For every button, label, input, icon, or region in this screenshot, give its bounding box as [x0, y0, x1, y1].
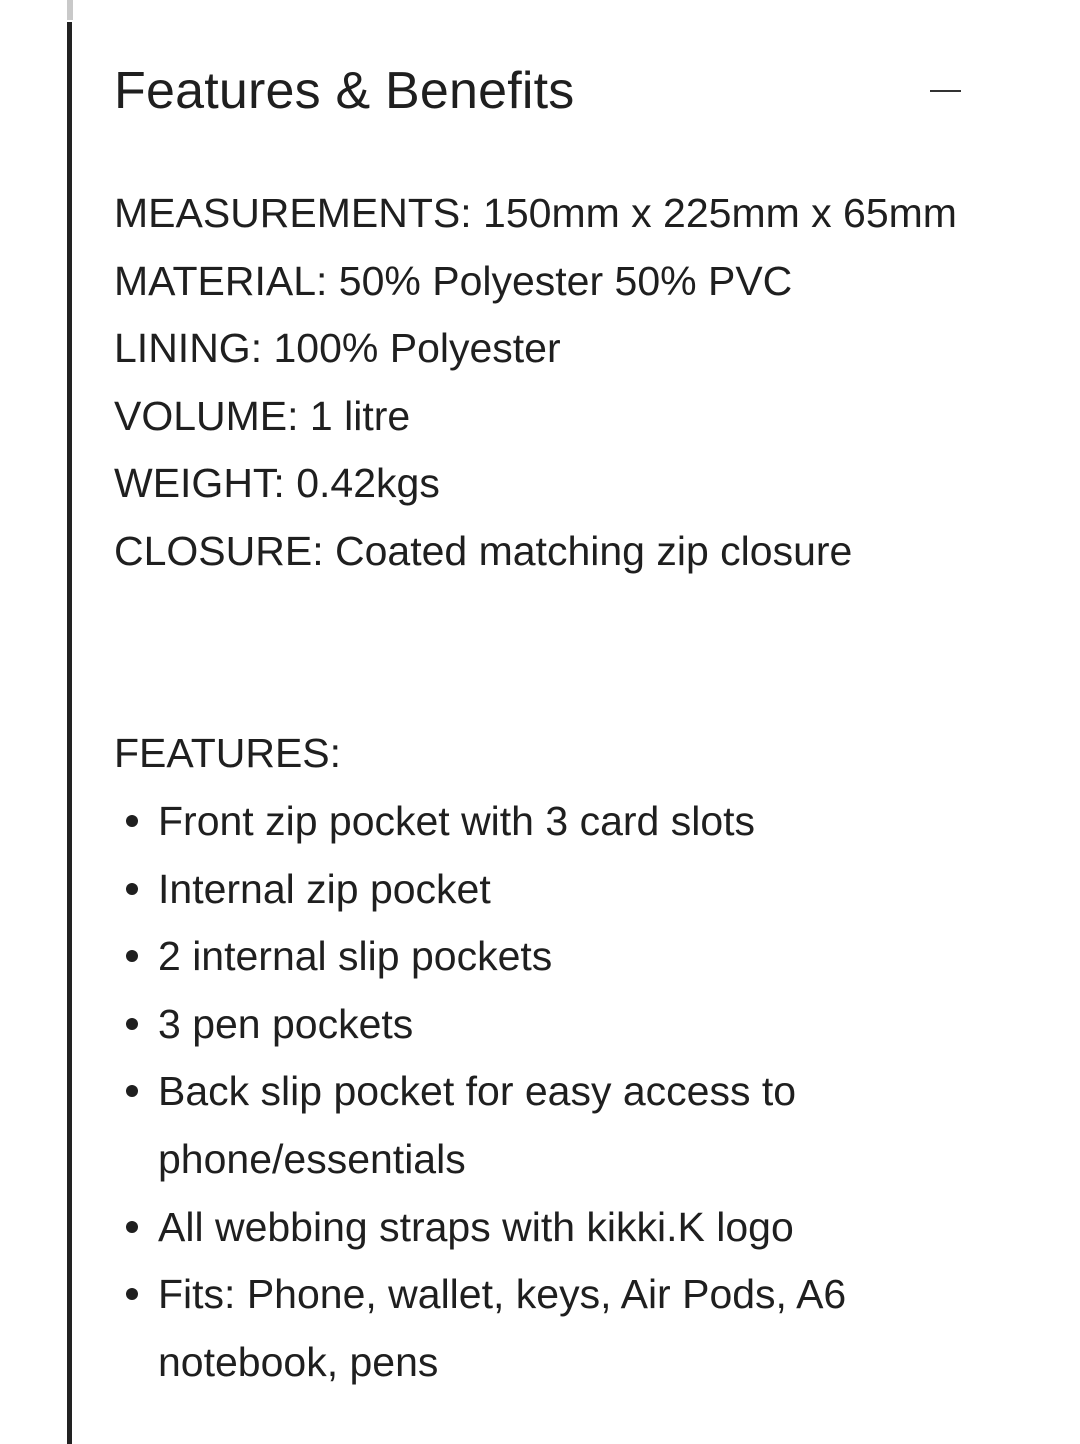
spec-weight: WEIGHT: 0.42kgs — [114, 460, 440, 507]
accordion-left-border — [67, 22, 72, 1444]
minus-icon-bar — [930, 90, 961, 92]
bullet-icon — [126, 883, 138, 895]
bullet-icon — [126, 1221, 138, 1233]
spec-measurements: MEASUREMENTS: 150mm x 225mm x 65mm — [114, 190, 957, 236]
list-item — [114, 1194, 974, 1262]
spec-volume: VOLUME: 1 litre — [114, 392, 411, 439]
list-item — [114, 856, 974, 924]
bullet-icon — [126, 1288, 138, 1300]
spec-lining: LINING: 100% Polyester — [114, 325, 561, 372]
list-item — [114, 1058, 974, 1193]
list-item — [114, 923, 974, 991]
feature-text: 3 pen pockets — [158, 1000, 414, 1047]
feature-text: Internal zip pocket — [158, 865, 491, 912]
spec-closure: CLOSURE: Coated matching zip closure — [114, 527, 853, 574]
specifications — [114, 180, 974, 586]
feature-text: Back slip pocket for easy access to phone/essentials — [158, 1068, 797, 1182]
feature-text: Front zip pocket with 3 card slots — [158, 798, 756, 844]
feature-text: 2 internal slip pockets — [158, 933, 553, 980]
list-item — [114, 991, 974, 1059]
spec-material: MATERIAL: 50% Polyester 50% PVC — [114, 257, 793, 304]
minus-icon[interactable] — [926, 76, 966, 106]
list-item — [114, 788, 974, 856]
features-list — [114, 788, 974, 1396]
list-item — [114, 1261, 974, 1396]
accordion-title: Features & Benefits — [114, 62, 575, 120]
feature-text: All webbing straps with kikki.K logo — [158, 1203, 794, 1250]
feature-text: Fits: Phone, wallet, keys, Air Pods, A6 notebook, pens — [158, 1271, 847, 1385]
bullet-icon — [126, 815, 138, 827]
accordion-header[interactable] — [114, 56, 974, 126]
features-heading: FEATURES: — [114, 730, 342, 776]
bullet-icon — [126, 1018, 138, 1030]
scroll-indicator — [67, 0, 73, 20]
bullet-icon — [126, 1085, 138, 1097]
bullet-icon — [126, 950, 138, 962]
